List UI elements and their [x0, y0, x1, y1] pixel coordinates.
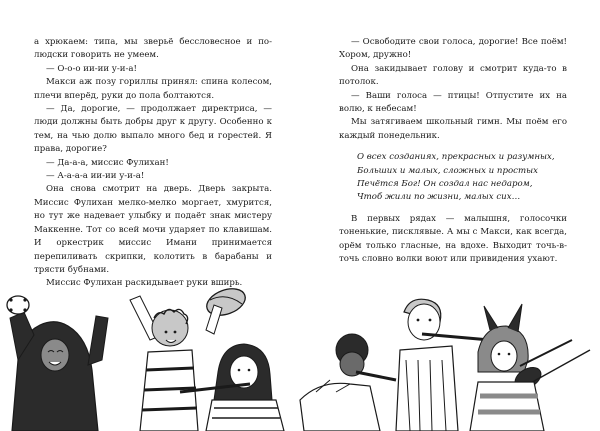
paragraph: Макси аж позу гориллы принял: спина колесом, плечи вперёд, руки до пола болтаются.	[34, 77, 272, 101]
verse-line: О всех созданиях, прекрасных и разумных,	[357, 152, 555, 163]
paragraph: Мы затягиваем школьный гимн. Мы поём его каждый понедельник.	[339, 117, 567, 141]
paragraph: Миссис Фулихан раскидывает руки вширь.	[46, 278, 243, 289]
paragraph: — Освободите свои голоса, дорогие! Все поём! Хором, дружно!	[339, 37, 567, 61]
paragraph: а хрюкаем: типа, мы зверьё бессловесное и по-людски говорить не умеем.	[34, 37, 272, 61]
paragraph: — О-о-о ии-ии у-и-а!	[46, 63, 137, 74]
whistle-boy-illustration	[300, 334, 396, 431]
paragraph: Она закидывает голову и смотрит куда-то в потолок.	[339, 63, 567, 88]
paragraph: В первых рядах — малышня, голосочки тоненькие, писклявые. А мы с Макси, как всегда, орём только гласные, на вдохе. Выходит точь-в-точь словно волки воют или привидения ухают.	[339, 213, 567, 265]
verse-line: Печётся Бог! Он создал нас недаром,	[357, 179, 533, 190]
girl-hijab-illustration	[7, 296, 108, 431]
paragraph: Она снова смотрит на дверь. Дверь закрыта. Миссис Фулихан мелко-мелко моргает, хмурится, но тут же надевает улыбку и подаёт знак мистеру Маккенне. Тот со всей мочи ударяет по клавишам. И оркестрик миссис Имани принимается перепиливать скрипки, колотить в барабаны и трясти бубнами.	[34, 184, 272, 275]
paragraph: — Ваши голоса — птицы! Отпустите их на волю, к небесам!	[339, 90, 567, 115]
paragraph: — Да, дорогие, — продолжает директриса, — люди должны быть добры друг к другу. Особенно к тем, на чью долю выпало много бед и горестей. Я права, дорогие?	[34, 104, 272, 155]
verse-line: Больших и малых, сложных и простых	[357, 165, 538, 176]
paragraph: — А-а-а-а ии-ии у-и-а!	[46, 171, 145, 182]
violin-girl-illustration	[470, 304, 590, 431]
paragraph: — Да-а-а, миссис Фулихан!	[46, 157, 169, 168]
verse-line: Чтоб жили по жизни, малых сих…	[357, 192, 521, 203]
